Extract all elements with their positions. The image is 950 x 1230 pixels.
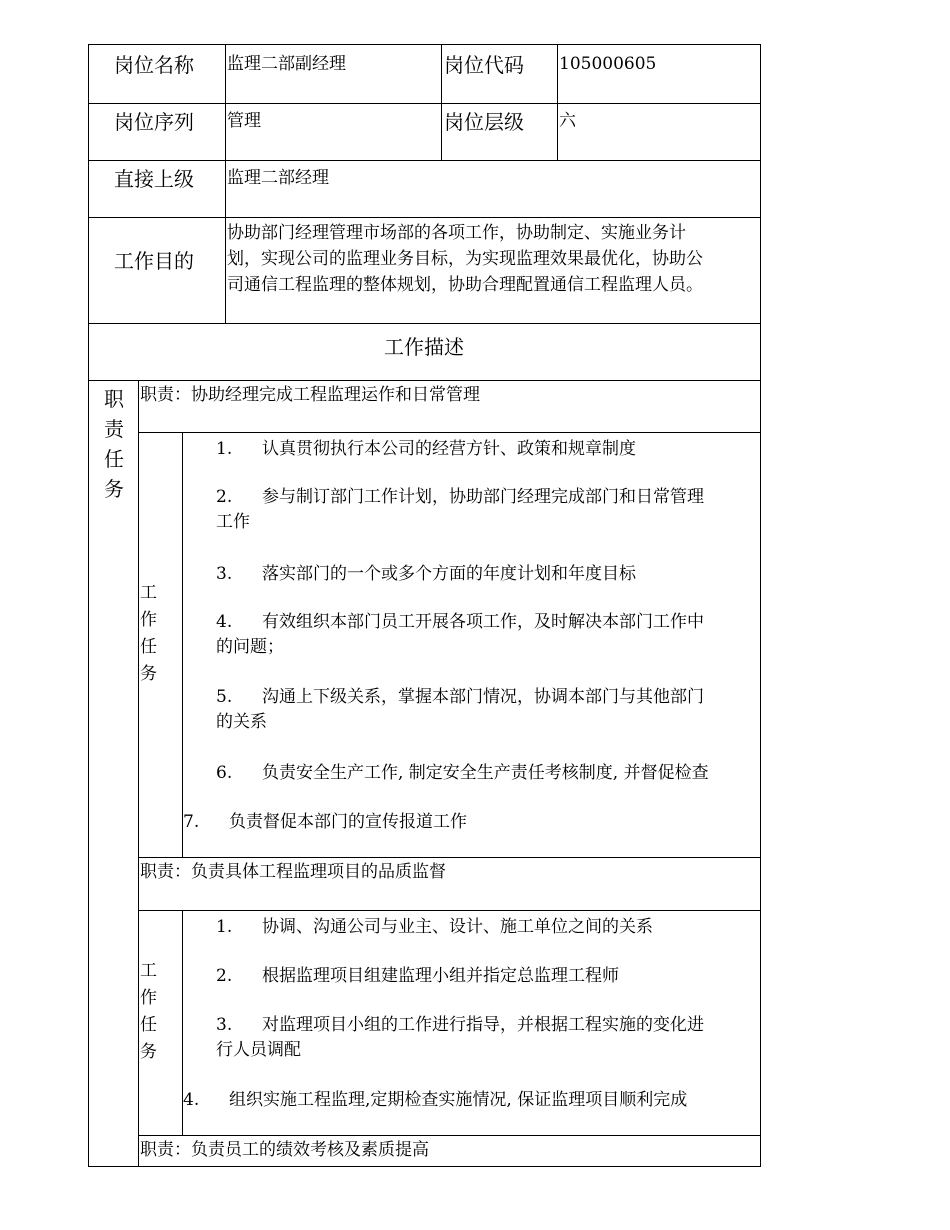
side-label-duties: 职 责 任 务 — [104, 387, 124, 501]
row-divider — [88, 103, 761, 104]
section-title: 工作描述 — [384, 335, 464, 359]
task-item: 1. 认真贯彻执行本公司的经营方针、政策和规章制度 — [216, 439, 636, 459]
row-divider — [88, 217, 761, 218]
col-divider — [441, 44, 442, 161]
col-divider — [225, 44, 226, 324]
label-direct-superior: 直接上级 — [114, 167, 194, 191]
purpose-line: 划，实现公司的监理业务目标，为实现监理效果最优化，协助公 — [227, 249, 703, 269]
value-direct-superior: 监理二部经理 — [227, 168, 329, 188]
value-position-name: 监理二部副经理 — [227, 54, 346, 74]
label-position-code: 岗位代码 — [444, 53, 524, 77]
row-divider — [138, 432, 761, 433]
row-divider — [138, 1135, 761, 1136]
table-border — [88, 1166, 761, 1167]
label-position-series: 岗位序列 — [114, 110, 194, 134]
col-divider — [138, 380, 139, 1167]
purpose-line: 协助部门经理管理市场部的各项工作，协助制定、实施业务计 — [227, 223, 686, 243]
label-position-name: 岗位名称 — [114, 53, 194, 77]
duty-title: 职责：负责员工的绩效考核及素质提高 — [140, 1140, 429, 1160]
label-job-purpose: 工作目的 — [114, 249, 194, 273]
task-item: 3. 对监理项目小组的工作进行指导，并根据工程实施的变化进 行人员调配 — [216, 1015, 704, 1060]
task-item: 2. 根据监理项目组建监理小组并指定总监理工程师 — [216, 966, 619, 986]
duty-title: 职责：负责具体工程监理项目的品质监督 — [140, 862, 446, 882]
row-divider — [88, 160, 761, 161]
task-label: 工 作 任 务 — [140, 583, 157, 684]
col-divider — [182, 432, 183, 858]
task-item: 1. 协调、沟通公司与业主、设计、施工单位之间的关系 — [216, 917, 653, 937]
row-divider — [88, 380, 761, 381]
table-border — [88, 44, 761, 45]
value-position-series: 管理 — [227, 111, 261, 131]
row-divider — [88, 323, 761, 324]
value-position-code: 105000605 — [559, 54, 657, 74]
task-item: 6. 负责安全生产工作, 制定安全生产责任考核制度, 并督促检查 — [216, 763, 709, 783]
task-item: 4. 有效组织本部门员工开展各项工作，及时解决本部门工作中 的问题； — [216, 612, 704, 657]
value-position-level: 六 — [559, 111, 576, 131]
task-item: 5. 沟通上下级关系，掌握本部门情况，协调本部门与其他部门 的关系 — [216, 687, 704, 732]
row-divider — [138, 910, 761, 911]
label-position-level: 岗位层级 — [444, 110, 524, 134]
col-divider — [557, 44, 558, 161]
purpose-line: 司通信工程监理的整体规划，协助合理配置通信工程监理人员。 — [227, 275, 703, 295]
duty-title: 职责：协助经理完成工程监理运作和日常管理 — [140, 385, 480, 405]
task-item: 4. 组织实施工程监理,定期检查实施情况, 保证监理项目顺利完成 — [183, 1090, 688, 1110]
job-purpose-text — [227, 220, 757, 298]
task-item: 7. 负责督促本部门的宣传报道工作 — [183, 812, 467, 832]
table-border — [88, 44, 89, 1167]
task-label: 工 作 任 务 — [140, 961, 157, 1062]
table-border — [760, 44, 761, 1167]
row-divider — [138, 857, 761, 858]
task-item: 3. 落实部门的一个或多个方面的年度计划和年度目标 — [216, 564, 636, 584]
task-item: 2. 参与制订部门工作计划，协助部门经理完成部门和日常管理 工作 — [216, 487, 704, 532]
